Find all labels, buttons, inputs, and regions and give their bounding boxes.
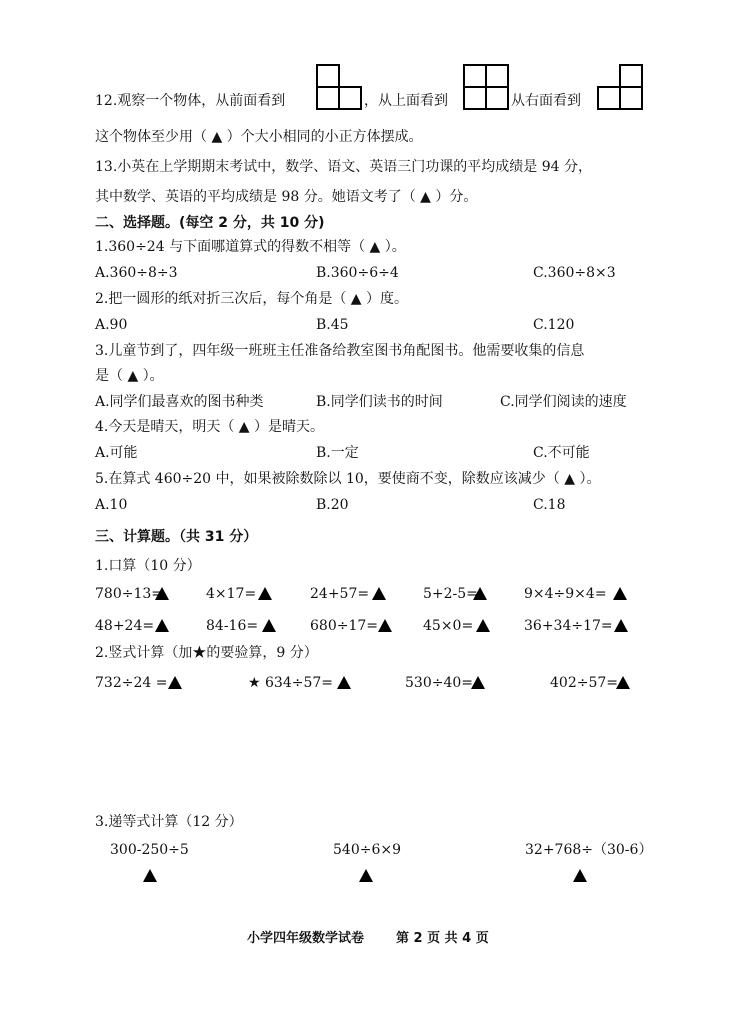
stepwise-item: 540÷6×9 [333,842,401,858]
answer-triangle-icon [613,587,627,600]
s2-q4-option-a: A.可能 [95,445,138,461]
oral-item: 84-16= [206,618,259,634]
stepwise-item: 32+768÷（30-6） [525,842,653,858]
oral-item: 5+2-5= [423,586,478,602]
top-view-icon [463,64,511,112]
s2-q2-option-b: B.45 [316,317,349,333]
s2-q3-stem-cont: 是（ ▲ ）。 [95,368,164,384]
vertical-calc-title: 2.竖式计算（加★的要验算，9 分） [95,645,318,661]
oral-calc-title: 1.口算（10 分） [95,558,201,574]
vertical-item: 530÷40= [405,675,473,691]
s2-q4-option-c: C.不可能 [533,445,590,461]
s2-q3-option-a: A.同学们最喜欢的图书种类 [95,394,264,410]
s2-q4-option-b: B.一定 [316,445,359,461]
answer-triangle-icon [473,587,487,600]
s2-q1-stem: 1.360÷24 与下面哪道算式的得数不相等（ ▲ ）。 [95,239,406,255]
answer-triangle-icon [155,619,169,632]
footer-page-number: 第 2 页 共 4 页 [396,931,489,946]
s2-q5-option-a: A.10 [95,497,128,513]
q12-line1-a: 12.观察一个物体，从前面看到 [95,93,286,109]
q12-line2: 这个物体至少用（ ▲ ）个大小相同的小正方体摆成。 [95,129,423,145]
s2-q2-option-c: C.120 [533,317,575,333]
vertical-item: ★ 634÷57= [248,675,333,691]
answer-triangle-icon [372,587,386,600]
oral-item: 780÷13= [95,586,163,602]
q13-line1: 13.小英在上学期期末考试中，数学、语文、英语三门功课的平均成绩是 94 分， [95,159,592,175]
answer-triangle-icon [616,676,630,689]
s2-q1-option-b: B.360÷6÷4 [316,265,399,281]
section3-title: 三、计算题。（共 31 分） [95,529,258,545]
stepwise-calc-title: 3.递等式计算（12 分） [95,814,243,830]
s2-q1-option-a: A.360÷8÷3 [95,265,178,281]
s2-q2-stem: 2.把一圆形的纸对折三次后，每个角是（ ▲ ）度。 [95,291,409,307]
answer-triangle-icon [337,676,351,689]
answer-triangle-icon [258,587,272,600]
vertical-item: 732÷24 = [95,675,168,691]
section2-title: 二、选择题。(每空 2 分，共 10 分) [95,215,325,231]
answer-triangle-icon [359,869,373,882]
answer-triangle-icon [168,676,182,689]
answer-triangle-icon [614,619,628,632]
s2-q5-stem: 5.在算式 460÷20 中，如果被除数除以 10，要使商不变，除数应该减少（ ▲ ）。 [95,471,601,487]
answer-triangle-icon [143,869,157,882]
right-view-icon [597,64,645,112]
s2-q5-option-b: B.20 [316,497,349,513]
front-view-icon [316,64,364,112]
s2-q4-stem: 4.今天是晴天，明天（ ▲ ）是晴天。 [95,419,325,435]
oral-item: 45×0= [423,618,474,634]
q13-line2: 其中数学、英语的平均成绩是 98 分。她语文考了（ ▲ ）分。 [95,189,478,205]
oral-item: 36+34÷17= [524,618,613,634]
answer-triangle-icon [476,619,490,632]
q12-line1-b: ，从上面看到 [364,93,448,109]
s2-q3-option-b: B.同学们读书的时间 [316,394,443,410]
oral-item: 9×4÷9×4= [524,586,607,602]
answer-triangle-icon [262,619,276,632]
answer-triangle-icon [378,619,392,632]
answer-triangle-icon [471,676,485,689]
s2-q3-stem: 3.儿童节到了，四年级一班班主任准备给教室图书角配图书。他需要收集的信息 [95,343,585,359]
oral-item: 4×17= [206,586,257,602]
s2-q5-option-c: C.18 [533,497,566,513]
oral-item: 48+24= [95,618,155,634]
oral-item: 680÷17= [310,618,378,634]
footer-exam-title: 小学四年级数学试卷 [247,931,365,946]
answer-triangle-icon [155,587,169,600]
q12-line1-c: 从右面看到 [511,93,581,109]
stepwise-item: 300-250÷5 [110,842,189,858]
oral-item: 24+57= [310,586,370,602]
s2-q1-option-c: C.360÷8×3 [533,265,616,281]
answer-triangle-icon [573,869,587,882]
vertical-item: 402÷57= [550,675,618,691]
s2-q2-option-a: A.90 [95,317,128,333]
s2-q3-option-c: C.同学们阅读的速度 [500,394,627,410]
